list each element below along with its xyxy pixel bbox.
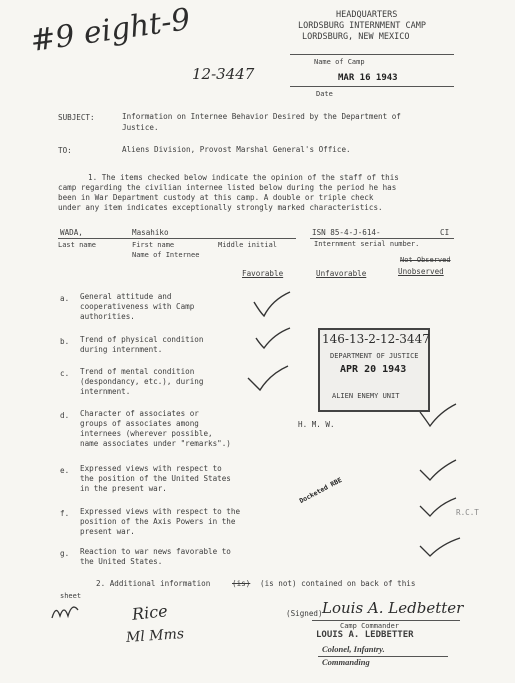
internee-last-name: WADA, [60,228,83,237]
header-line-1: HEADQUARTERS [336,10,398,20]
para2-start: 2. Additional information [96,579,211,588]
handwritten-ref-number: 12-3447 [192,65,255,83]
date-line [290,86,454,87]
signed-label: (Signed) [286,609,323,618]
check-mark-icon [254,326,294,352]
column-unobserved: Unobserved [398,267,444,276]
to-text: Aliens Division, Provost Marshal General's Office. [122,145,351,154]
item-line: General attitude and [80,292,172,301]
item-letter: e. [60,466,70,475]
check-mark-icon [246,364,290,394]
para1-line-3: been in War Department custody at this camp. A double or triple check [58,193,374,202]
check-mark-icon [418,458,458,484]
item-line: during internment. [80,345,163,354]
item-line: Expressed views with respect to [80,464,222,473]
subject-text-1: Information on Internee Behavior Desired by the Department of [122,112,401,121]
signatory-rank: Colonel, Infantry. [322,644,385,654]
item-line: Trend of mental condition [80,367,195,376]
item-line: Character of associates or [80,409,199,418]
internee-serial-suffix: CI [440,228,450,237]
item-line: internment. [80,387,131,396]
para2-end: (is not) contained on back of this [260,579,416,588]
commanding-label: Commanding [322,657,370,667]
stamp-department-label: DEPARTMENT OF JUSTICE [330,352,419,360]
check-mark-icon [418,496,458,520]
signatory-name: LOUIS A. LEDBETTER [316,630,414,640]
handwritten-initials-2: Ml Mms [125,625,185,647]
stamp-file-number: 146-13-2-12-3447 [322,332,430,346]
label-not-observed: Not Observed [400,256,451,264]
stamp-received-date: APR 20 1943 [340,364,407,375]
label-middle-initial: Middle initial [218,241,278,249]
date-stamp: MAR 16 1943 [338,73,398,83]
handwritten-file-number: #9 eight-9 [28,1,193,60]
sheet-word: sheet [60,592,82,600]
item-line: authorities. [80,312,135,321]
label-first-name: First name [132,241,175,249]
scribble-mark-icon [50,600,80,622]
para2-struck: (is) [232,579,251,588]
check-mark-icon [252,290,292,320]
camp-commander-label: Camp Commander [340,622,400,630]
item-letter: d. [60,411,70,420]
para1-line-1: 1. The items checked below indicate the opinion of the staff of this [88,173,399,182]
internee-first-name: Masahiko [132,228,169,237]
label-serial-number: Internment serial number. [314,240,420,248]
header-line-2: LORDSBURG INTERNMENT CAMP [298,21,426,31]
item-line: present war. [80,527,135,536]
name-line [58,238,296,239]
label-name-of-internee: Name of Internee [132,251,200,259]
item-letter: b. [60,337,70,346]
item-line: position of the Axis Powers in the [80,517,236,526]
item-letter: g. [60,549,70,558]
camp-name-line [290,54,454,55]
column-unfavorable: Unfavorable [316,269,367,278]
item-line: the United States. [80,557,163,566]
item-letter: c. [60,369,70,378]
stamp-unit-label: ALIEN ENEMY UNIT [332,392,400,400]
rct-initials: R.C.T [456,508,479,517]
item-line: cooperativeness with Camp [80,302,195,311]
handwritten-signature: Louis A. Ledbetter [322,599,464,617]
item-line: in the present war. [80,484,167,493]
item-line: name associates under "remarks".) [80,439,231,448]
item-line: Expressed views with respect to the [80,507,241,516]
label-last-name: Last name [58,241,96,249]
subject-text-2: Justice. [122,123,159,132]
item-line: Trend of physical condition [80,335,204,344]
item-letter: f. [60,509,70,518]
date-label: Date [316,90,333,98]
header-line-3: LORDSBURG, NEW MEXICO [302,32,410,42]
justice-received-stamp [318,328,430,412]
handwritten-initials-1: Rice [131,601,169,624]
item-line: (despondancy, etc.), during [80,377,204,386]
check-mark-icon [418,536,462,560]
signature-line [312,620,460,621]
initials-hmw: H. M. W. [298,420,335,429]
item-line: the position of the United States [80,474,231,483]
item-line: internees (wherever possible, [80,429,213,438]
internee-serial: ISN 85-4-J-614- [312,228,381,237]
to-label: TO: [58,146,72,155]
serial-line [310,238,454,239]
para1-line-2: camp regarding the civilian internee listed below during the period he has [58,183,397,192]
para1-line-4: under any item indicates exceptionally strongly marked characteristics. [58,203,383,212]
item-line: Reaction to war news favorable to [80,547,231,556]
name-of-camp-label: Name of Camp [314,58,365,66]
subject-label: SUBJECT: [58,113,95,122]
column-favorable: Favorable [242,269,284,278]
docketed-stamp: Docketed RBE [298,475,344,506]
item-letter: a. [60,294,70,303]
item-line: groups of associates among [80,419,199,428]
